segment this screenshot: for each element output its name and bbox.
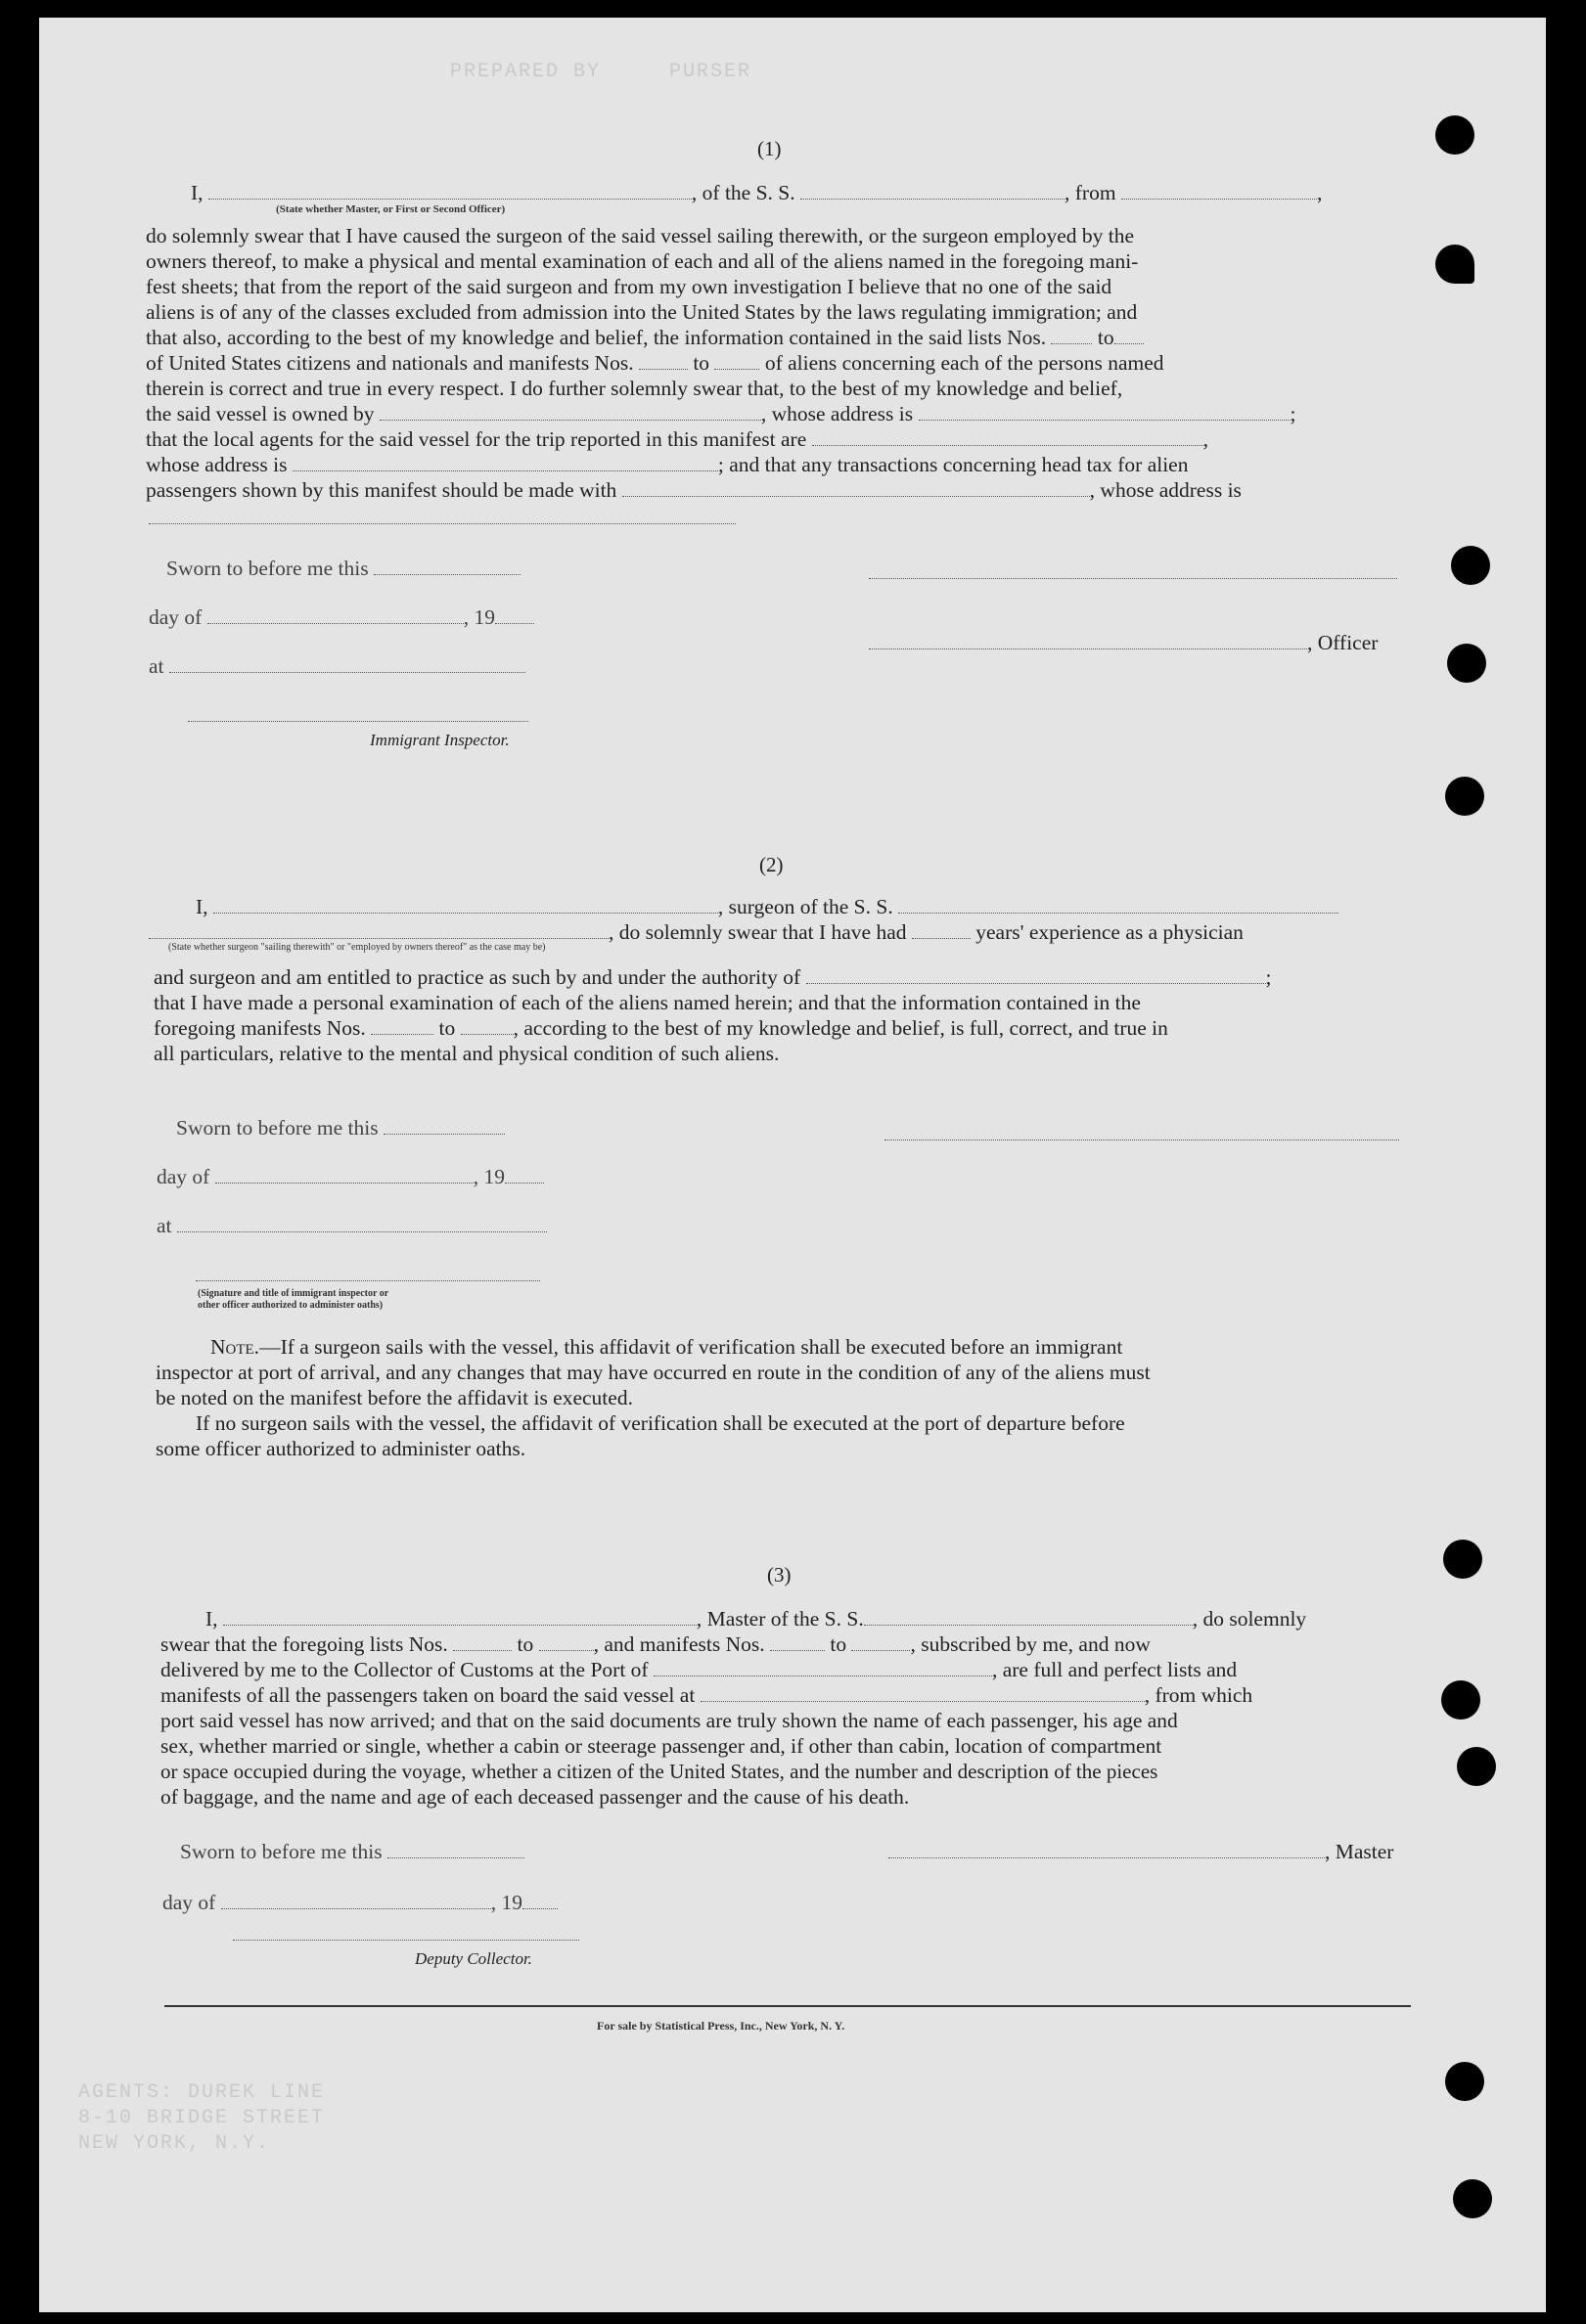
punch-hole xyxy=(1445,777,1484,816)
s1-sworn: Sworn to before me this xyxy=(166,556,521,581)
note-line-5: some officer authorized to administer oaths. xyxy=(156,1437,526,1460)
punch-hole xyxy=(1447,644,1486,683)
s1-para-1: do solemnly swear that I have caused the surgeon of the said vessel sailing therewith, or the surgeon employed by the xyxy=(146,224,1135,247)
ghost-header: PREPARED BY PURSER xyxy=(450,61,752,83)
s1-para-2: owners thereof, to make a physical and mental examination of each and all of the aliens named in the foregoing mani- xyxy=(146,249,1139,273)
note-line-3: be noted on the manifest before the affidavit is executed. xyxy=(156,1386,633,1409)
s3-collector-caption: Deputy Collector. xyxy=(415,1949,532,1968)
s2-line-1: I, , surgeon of the S. S. xyxy=(196,894,1338,919)
s1-para-9: that the local agents for the said vessel for the trip reported in this manifest are , xyxy=(146,427,1208,451)
s1-para-6: of United States citizens and nationals and manifests Nos. to of aliens concerning each of the persons named xyxy=(146,351,1164,375)
s1-caption: (State whether Master, or First or Second Officer) xyxy=(276,203,506,215)
s1-para-4: aliens is of any of the classes excluded from admission into the United States by the laws regulating immigration; and xyxy=(146,300,1138,324)
s3-collector-line xyxy=(233,1939,579,1941)
s2-at: at xyxy=(157,1213,547,1238)
manifest-form-page xyxy=(39,18,1546,2312)
s3-line-6: sex, whether married or single, whether a cabin or steerage passenger and, if other than cabin, location of compartment xyxy=(160,1734,1162,1758)
punch-hole xyxy=(1457,1747,1496,1786)
section-1-number: (1) xyxy=(757,137,782,160)
note-line-2: inspector at port of arrival, and any changes that may have occurred en route in the condition of any of the aliens must xyxy=(156,1361,1151,1384)
s2-caption: (State whether surgeon "sailing therewith" or "employed by owners thereof" as the case may be) xyxy=(168,942,546,953)
s2-sig-caption-2: other officer authorized to administer oaths) xyxy=(198,1300,384,1311)
s3-day: day of , 19 xyxy=(162,1890,558,1915)
s1-para-11: passengers shown by this manifest should be made with , whose address is xyxy=(146,478,1242,502)
s2-inspector-line xyxy=(196,1279,540,1281)
punch-hole xyxy=(1435,245,1474,284)
ghost-agents-2: 8-10 BRIDGE STREET xyxy=(78,2107,326,2129)
s1-address-line xyxy=(149,522,736,524)
s2-line-5: foregoing manifests Nos. to , according to the best of my knowledge and belief, is full, correct, and true in xyxy=(154,1016,1168,1040)
s1-inspector-caption: Immigrant Inspector. xyxy=(370,731,510,749)
s1-officer: , Officer xyxy=(869,630,1378,655)
punch-hole xyxy=(1435,115,1474,155)
ghost-agents-3: NEW YORK, N.Y. xyxy=(78,2132,271,2155)
s1-signature-line xyxy=(869,577,1397,579)
s3-line-5: port said vessel has now arrived; and that on the said documents are truly shown the name of each passenger, his age and xyxy=(160,1709,1178,1732)
s2-line-3: and surgeon and am entitled to practice as such by and under the authority of ; xyxy=(154,965,1272,989)
punch-hole xyxy=(1451,546,1490,585)
s1-para-3: fest sheets; that from the report of the said surgeon and from my own investigation I believe that no one of the said xyxy=(146,275,1112,298)
s2-signature-line xyxy=(884,1139,1399,1140)
s1-day: day of , 19 xyxy=(149,604,534,630)
s2-sworn: Sworn to before me this xyxy=(176,1115,505,1140)
s2-day: day of , 19 xyxy=(157,1164,544,1189)
s1-para-5: that also, according to the best of my knowledge and belief, the information contained in the said lists Nos. to xyxy=(146,325,1144,350)
s3-line-3: delivered by me to the Collector of Customs at the Port of , are full and perfect lists and xyxy=(160,1658,1238,1681)
s3-master: , Master xyxy=(888,1839,1393,1864)
s1-para-7: therein is correct and true in every respect. I do further solemnly swear that, to the best of my knowledge and belief, xyxy=(146,377,1123,400)
footer-rule xyxy=(164,2005,1411,2007)
ghost-agents-1: AGENTS: DUREK LINE xyxy=(78,2081,326,2104)
punch-hole xyxy=(1445,2062,1484,2101)
section-2-number: (2) xyxy=(759,853,784,876)
note-line-1: Note.—If a surgeon sails with the vessel, this affidavit of verification shall be executed before an immigrant xyxy=(210,1335,1123,1359)
punch-hole xyxy=(1443,1540,1482,1579)
punch-hole xyxy=(1441,1680,1480,1720)
s1-inspector-line xyxy=(188,720,528,722)
note-line-4: If no surgeon sails with the vessel, the affidavit of verification shall be executed at the port of departure before xyxy=(196,1411,1125,1435)
footer-imprint: For sale by Statistical Press, Inc., New York, N. Y. xyxy=(597,2019,845,2033)
s3-sworn: Sworn to before me this xyxy=(180,1839,524,1864)
s3-line-7: or space occupied during the voyage, whether a citizen of the United States, and the number and description of the pieces xyxy=(160,1760,1158,1783)
section-3-number: (3) xyxy=(767,1563,792,1587)
s2-line-6: all particulars, relative to the mental and physical condition of such aliens. xyxy=(154,1042,780,1065)
s1-para-10: whose address is ; and that any transactions concerning head tax for alien xyxy=(146,453,1189,476)
s3-line-2: swear that the foregoing lists Nos. to , and manifests Nos. to , subscribed by me, and now xyxy=(160,1632,1151,1656)
s3-line-1: I, , Master of the S. S. , do solemnly xyxy=(205,1607,1307,1631)
s3-line-8: of baggage, and the name and age of each deceased passenger and the cause of his death. xyxy=(160,1785,910,1809)
s3-line-4: manifests of all the passengers taken on board the said vessel at , from which xyxy=(160,1683,1253,1707)
punch-hole xyxy=(1453,2179,1492,2218)
s2-sig-caption-1: (Signature and title of immigrant inspector or xyxy=(198,1288,389,1299)
s1-line-1: I, , of the S. S. , from , xyxy=(191,181,1323,204)
s2-line-4: that I have made a personal examination of each of the aliens named herein; and that the information contained in the xyxy=(154,991,1141,1014)
s1-para-8: the said vessel is owned by , whose address is ; xyxy=(146,402,1296,425)
s1-at: at xyxy=(149,653,525,679)
s2-line-2: , do solemnly swear that I have had years' experience as a physician xyxy=(149,919,1244,945)
